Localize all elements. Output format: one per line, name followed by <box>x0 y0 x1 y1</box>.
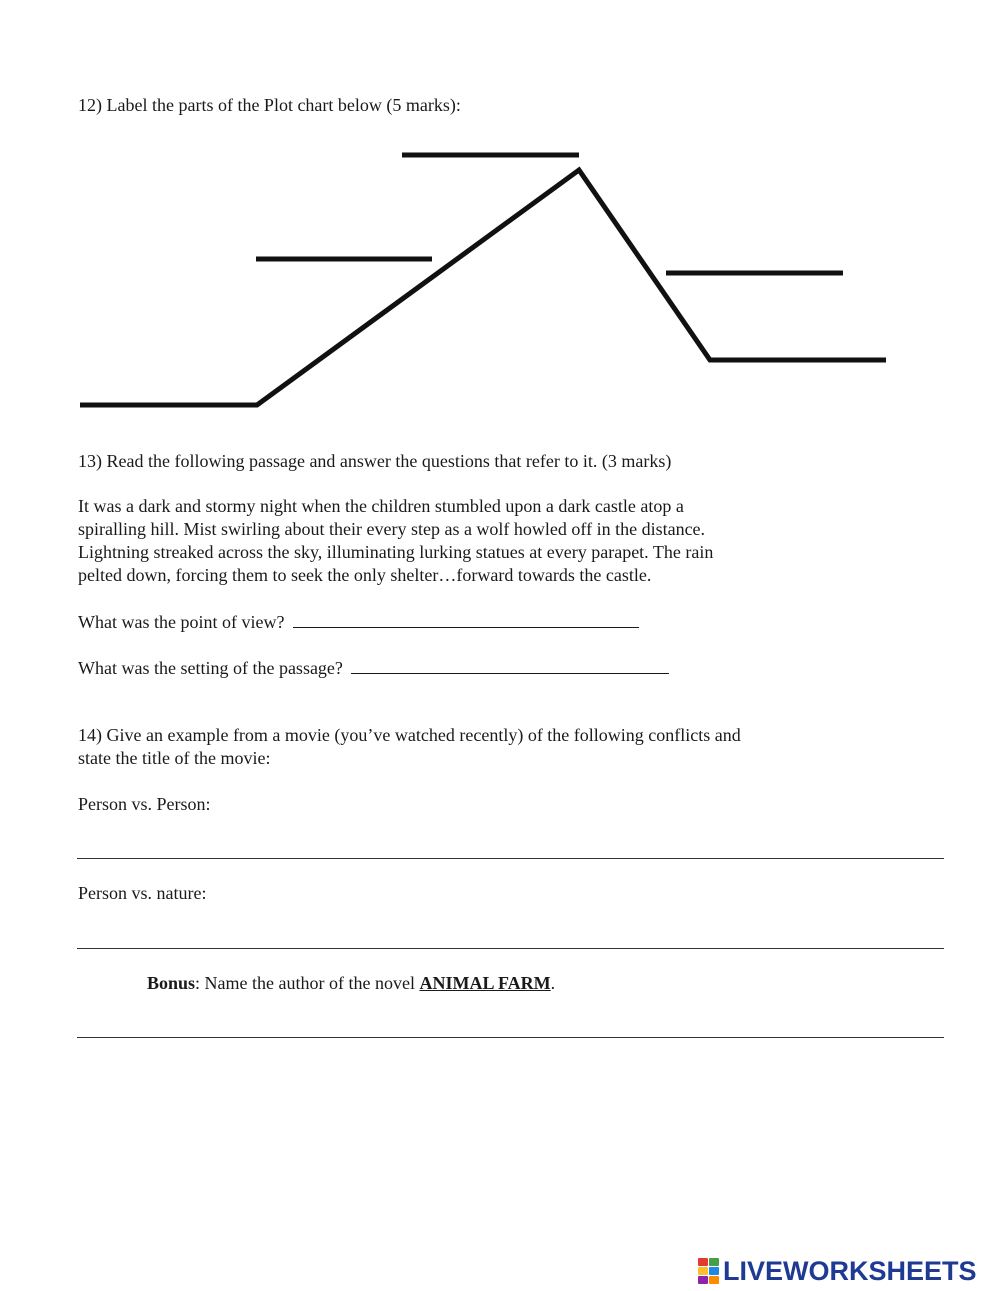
question-12-prompt: 12) Label the parts of the Plot chart below (5 marks): <box>78 95 461 115</box>
person-vs-nature-answer-field[interactable] <box>77 918 944 948</box>
bonus-question <box>147 972 555 995</box>
novel-title: ANIMAL FARM <box>419 973 551 993</box>
question-14-prompt <box>78 724 741 770</box>
person-vs-person-label: Person vs. Person: <box>78 794 211 814</box>
question-14-prompt-line: state the title of the movie: <box>78 748 271 768</box>
bonus-end: . <box>550 973 556 993</box>
passage-line: It was a dark and stormy night when the children stumbled upon a dark castle atop a <box>78 496 684 516</box>
logo-text: LIVEWORKSHEETS <box>723 1255 977 1286</box>
question-13-prompt: 13) Read the following passage and answer the questions that refer to it. (3 marks) <box>78 451 672 471</box>
logo-block <box>698 1267 708 1275</box>
plot-chart-diagram <box>0 130 1000 420</box>
logo-block <box>709 1258 719 1266</box>
question-14-prompt-line: 14) Give an example from a movie (you’ve watched recently) of the following conflicts and <box>78 725 741 745</box>
answer-rule <box>77 858 944 859</box>
passage-line: spiralling hill. Mist swirling about their every step as a wolf howled off in the distance. <box>78 519 706 539</box>
bonus-text: : Name the author of the novel <box>195 973 420 993</box>
point-of-view-question <box>78 609 639 634</box>
answer-rule <box>77 948 944 949</box>
logo-block <box>709 1276 719 1284</box>
passage-line: Lightning streaked across the sky, illuminating lurking statues at every parapet. The rain <box>78 542 714 562</box>
setting-label: What was the setting of the passage? <box>78 658 343 678</box>
point-of-view-label: What was the point of view? <box>78 612 285 632</box>
answer-rule <box>77 1037 944 1038</box>
passage-line: pelted down, forcing them to seek the only shelter…forward towards the castle. <box>78 565 652 585</box>
liveworksheets-logo-icon <box>698 1258 719 1284</box>
point-of-view-answer-field[interactable] <box>293 609 639 628</box>
logo-block <box>698 1258 708 1266</box>
person-vs-nature-label: Person vs. nature: <box>78 883 207 903</box>
setting-answer-field[interactable] <box>351 655 669 674</box>
liveworksheets-logo <box>698 1257 977 1285</box>
logo-block <box>709 1267 719 1275</box>
bonus-answer-field[interactable] <box>77 1007 944 1037</box>
setting-question <box>78 655 669 680</box>
person-vs-person-answer-field[interactable] <box>77 828 944 858</box>
plot-line <box>80 170 886 405</box>
passage <box>78 495 713 587</box>
bonus-label: Bonus <box>147 973 196 993</box>
logo-block <box>698 1276 708 1284</box>
